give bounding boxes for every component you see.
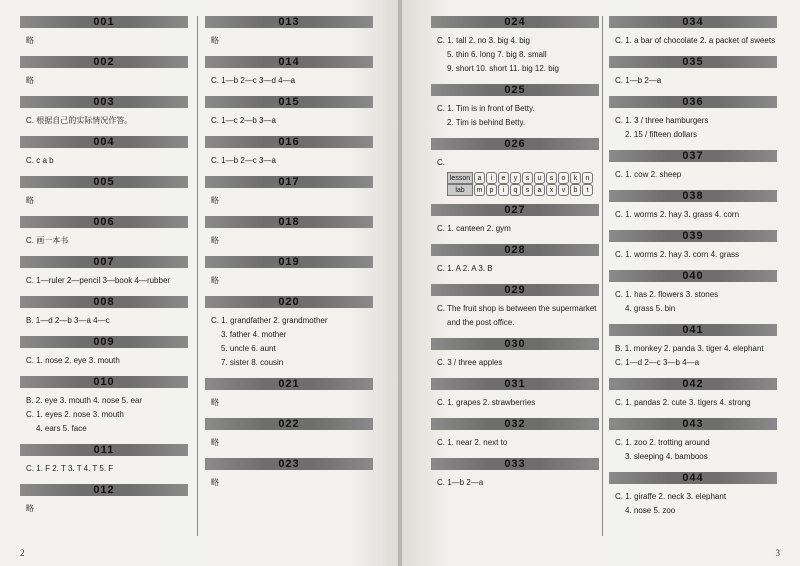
answer-column-4 [609, 16, 777, 526]
letter-grid-cell: o [558, 172, 569, 184]
letter-grid-cell: e [498, 172, 509, 184]
exercise-number-header: 006 [20, 216, 188, 228]
answer-line: 略 [211, 478, 219, 487]
answer-lines [205, 228, 373, 250]
answer-lines [431, 350, 599, 372]
answer-line: C. 1. zoo 2. trotting around [615, 438, 710, 447]
exercise-number-header: 040 [609, 270, 777, 282]
answer-block [20, 176, 188, 210]
answer-lines [609, 202, 777, 224]
exercise-number-header: 010 [20, 376, 188, 388]
column-divider [197, 16, 198, 536]
exercise-number-header: 044 [609, 472, 777, 484]
answer-block [205, 378, 373, 412]
answer-block [609, 150, 777, 184]
exercise-number-header: 034 [609, 16, 777, 28]
answer-block [205, 136, 373, 170]
answer-line: C. [437, 158, 445, 167]
letter-grid-cell: x [546, 184, 557, 196]
exercise-number-header: 026 [431, 138, 599, 150]
letter-grid-cell: u [534, 172, 545, 184]
answer-line: 略 [211, 276, 219, 285]
answer-block [20, 444, 188, 478]
answer-lines [431, 28, 599, 78]
exercise-number-header: 029 [431, 284, 599, 296]
answer-lines [431, 256, 599, 278]
answer-lines [20, 348, 188, 370]
answer-lines [20, 28, 188, 50]
answer-line: 4. nose 5. zoo [625, 506, 676, 515]
exercise-number-header: 033 [431, 458, 599, 470]
answer-block [609, 418, 777, 466]
answer-lines [609, 242, 777, 264]
letter-grid-cell: n [582, 172, 593, 184]
answer-lines [609, 108, 777, 144]
answer-block [205, 176, 373, 210]
letter-grid-cell: i [498, 184, 509, 196]
answer-line: C. 1—b 2—a [615, 76, 662, 85]
exercise-number-header: 042 [609, 378, 777, 390]
answer-lines [609, 162, 777, 184]
answer-lines [20, 228, 188, 250]
answer-lines [609, 282, 777, 318]
answer-line: 略 [211, 196, 219, 205]
answer-block [20, 16, 188, 50]
answer-lines [20, 148, 188, 170]
answer-line: C. 1. near 2. next to [437, 438, 508, 447]
exercise-number-header: 039 [609, 230, 777, 242]
answer-block [20, 296, 188, 330]
answer-block [20, 256, 188, 290]
letter-grid-row [447, 172, 597, 184]
answer-block [431, 244, 599, 278]
answer-lines [205, 28, 373, 50]
exercise-number-header: 020 [205, 296, 373, 308]
answer-block [609, 16, 777, 50]
page-number-left: 2 [20, 548, 25, 558]
answer-line: C. 1—ruler 2—pencil 3—book 4—rubber [26, 276, 171, 285]
answer-line: 3. sleeping 4. bamboos [625, 452, 708, 461]
exercise-number-header: 001 [20, 16, 188, 28]
exercise-number-header: 014 [205, 56, 373, 68]
answer-block [20, 484, 188, 518]
answer-lines [205, 308, 373, 372]
exercise-number-header: 007 [20, 256, 188, 268]
answer-line: 略 [211, 236, 219, 245]
answer-line: 2. Tim is behind Betty. [447, 118, 526, 127]
answer-line: C. 1. F 2. T 3. T 4. T 5. F [26, 464, 114, 473]
letter-grid-label: lab [447, 184, 473, 196]
letter-grid-cell: s [522, 184, 533, 196]
answer-lines [431, 96, 599, 132]
letter-grid-cell: v [558, 184, 569, 196]
exercise-number-header: 031 [431, 378, 599, 390]
answer-line: 略 [211, 438, 219, 447]
exercise-number-header: 041 [609, 324, 777, 336]
answer-line: 4. grass 5. bin [625, 304, 676, 313]
answer-block [205, 56, 373, 90]
answer-block [431, 84, 599, 132]
answer-line: B. 1—d 2—b 3—a 4—c [26, 316, 110, 325]
exercise-number-header: 011 [20, 444, 188, 456]
answer-lines [20, 68, 188, 90]
answer-block [205, 296, 373, 372]
letter-grid-cell: t [582, 184, 593, 196]
exercise-number-header: 018 [205, 216, 373, 228]
answer-block [609, 472, 777, 520]
answer-line: C. 1. Tim is in front of Betty. [437, 104, 535, 113]
answer-lines [609, 336, 777, 372]
answer-lines [205, 108, 373, 130]
exercise-number-header: 022 [205, 418, 373, 430]
answer-line: 9. short 10. short 11. big 12. big [447, 64, 559, 73]
answer-line: C. 1. worms 2. hay 3. grass 4. corn [615, 210, 740, 219]
answer-block [205, 96, 373, 130]
answer-lines [205, 188, 373, 210]
letter-grid-cell: s [522, 172, 533, 184]
answer-lines [609, 28, 777, 50]
answer-line: 略 [26, 196, 34, 205]
answer-block [20, 336, 188, 370]
exercise-number-header: 037 [609, 150, 777, 162]
answer-column-1 [20, 16, 188, 524]
answer-line: 略 [26, 36, 34, 45]
exercise-number-header: 012 [20, 484, 188, 496]
exercise-number-header: 036 [609, 96, 777, 108]
answer-line: 7. sister 8. cousin [221, 358, 284, 367]
exercise-number-header: 016 [205, 136, 373, 148]
answer-block [431, 378, 599, 412]
exercise-number-header: 032 [431, 418, 599, 430]
answer-block [20, 56, 188, 90]
answer-lines [431, 150, 599, 198]
answer-line: C. 1—b 2—c 3—d 4—a [211, 76, 296, 85]
answer-lines [205, 470, 373, 492]
letter-grid [447, 172, 597, 196]
exercise-number-header: 017 [205, 176, 373, 188]
answer-block [205, 16, 373, 50]
answer-block [205, 216, 373, 250]
answer-line: C. c a b [26, 156, 54, 165]
exercise-number-header: 019 [205, 256, 373, 268]
answer-line: C. 1. nose 2. eye 3. mouth [26, 356, 120, 365]
answer-line: C. 1. eyes 2. nose 3. mouth [26, 410, 124, 419]
answer-line: 略 [26, 504, 34, 513]
answer-line: 3. father 4. mother [221, 330, 287, 339]
answer-line: C. 1. canteen 2. gym [437, 224, 511, 233]
letter-grid-cell: a [534, 184, 545, 196]
exercise-number-header: 027 [431, 204, 599, 216]
answer-block [609, 96, 777, 144]
exercise-number-header: 043 [609, 418, 777, 430]
answer-line: C. 3 / three apples [437, 358, 503, 367]
answer-line: C. 1. 3 / three hamburgers [615, 116, 709, 125]
letter-grid-cell: i [486, 172, 497, 184]
exercise-number-header: 021 [205, 378, 373, 390]
answer-lines [20, 188, 188, 210]
answer-line: C. 1. grandfather 2. grandmother [211, 316, 328, 325]
answer-lines [20, 268, 188, 290]
answer-line: C. 1. pandas 2. cute 3. tigers 4. strong [615, 398, 751, 407]
answer-lines [609, 430, 777, 466]
exercise-number-header: 008 [20, 296, 188, 308]
exercise-number-header: 004 [20, 136, 188, 148]
answer-block [20, 216, 188, 250]
letter-grid-cell: k [570, 172, 581, 184]
answer-line: C. 1. A 2. A 3. B [437, 264, 493, 273]
answer-line: 略 [211, 36, 219, 45]
answer-line: 4. ears 5. face [36, 424, 87, 433]
answer-block [431, 338, 599, 372]
answer-column-3 [431, 16, 599, 498]
answer-lines [609, 68, 777, 90]
exercise-number-header: 015 [205, 96, 373, 108]
answer-lines [609, 484, 777, 520]
answer-block [20, 376, 188, 438]
answer-line: 5. thin 6. long 7. big 8. small [447, 50, 547, 59]
answer-block [20, 96, 188, 130]
exercise-number-header: 005 [20, 176, 188, 188]
answer-line: 略 [211, 398, 219, 407]
answer-line: C. 画一本书 [26, 236, 69, 245]
answer-line: 略 [26, 76, 34, 85]
exercise-number-header: 013 [205, 16, 373, 28]
answer-lines [20, 388, 188, 438]
answer-line: C. 1. has 2. flowers 3. stones [615, 290, 719, 299]
answer-lines [431, 430, 599, 452]
answer-line: C. 1. grapes 2. strawberries [437, 398, 536, 407]
answer-lines [20, 456, 188, 478]
answer-block [431, 16, 599, 78]
answer-line: 5. uncle 6. aunt [221, 344, 276, 353]
letter-grid-cell: q [510, 184, 521, 196]
answer-line: C. 1—c 2—b 3—a [211, 116, 276, 125]
answer-line: B. 1. monkey 2. panda 3. tiger 4. elephant [615, 344, 764, 353]
exercise-number-header: 009 [20, 336, 188, 348]
answer-line: C. 1. tall 2. no 3. big 4. big [437, 36, 530, 45]
letter-grid-cell: b [570, 184, 581, 196]
answer-lines [609, 390, 777, 412]
answer-line: C. 1. cow 2. sheep [615, 170, 682, 179]
letter-grid-cell: s [546, 172, 557, 184]
answer-block [205, 256, 373, 290]
answer-column-2 [205, 16, 373, 498]
answer-lines [431, 470, 599, 492]
answer-line: and the post office. [447, 318, 515, 327]
answer-block [431, 284, 599, 332]
exercise-number-header: 024 [431, 16, 599, 28]
exercise-number-header: 025 [431, 84, 599, 96]
answer-lines [205, 268, 373, 290]
answer-block [609, 378, 777, 412]
answer-block [431, 418, 599, 452]
answer-block [609, 270, 777, 318]
answer-line: C. 1—d 2—c 3—b 4—a [615, 358, 700, 367]
answer-lines [205, 430, 373, 452]
page-number-right: 3 [775, 548, 780, 558]
answer-line: C. 1. worms 2. hay 3. corn 4. grass [615, 250, 740, 259]
exercise-number-header: 002 [20, 56, 188, 68]
answer-lines [205, 390, 373, 412]
exercise-number-header: 028 [431, 244, 599, 256]
answer-line: C. 1—b 2—a [437, 478, 484, 487]
letter-grid-row [447, 184, 597, 196]
answer-block [20, 136, 188, 170]
column-divider [602, 16, 603, 536]
answer-block [205, 418, 373, 452]
answer-line: C. The fruit shop is between the supermarket [437, 304, 597, 313]
answer-block [431, 458, 599, 492]
answer-line: C. 1. a bar of chocolate 2. a packet of sweets [615, 36, 776, 45]
answer-line: 2. 15 / fifteen dollars [625, 130, 698, 139]
answer-line: B. 2. eye 3. mouth 4. nose 5. ear [26, 396, 143, 405]
answer-lines [431, 216, 599, 238]
answer-block [205, 458, 373, 492]
answer-lines [20, 496, 188, 518]
exercise-number-header: 030 [431, 338, 599, 350]
answer-lines [431, 296, 599, 332]
answer-lines [205, 68, 373, 90]
answer-block [609, 230, 777, 264]
letter-grid-cell: m [474, 184, 485, 196]
answer-block [609, 56, 777, 90]
exercise-number-header: 023 [205, 458, 373, 470]
answer-block [609, 324, 777, 372]
answer-lines [431, 390, 599, 412]
exercise-number-header: 003 [20, 96, 188, 108]
letter-grid-cell: a [474, 172, 485, 184]
answer-line: C. 根据自己的实际情况作答。 [26, 116, 133, 125]
letter-grid-cell: y [510, 172, 521, 184]
answer-lines [20, 308, 188, 330]
letter-grid-cell: p [486, 184, 497, 196]
answer-line: C. 1. giraffe 2. neck 3. elephant [615, 492, 727, 501]
answer-lines [205, 148, 373, 170]
answer-block [609, 190, 777, 224]
answer-line: C. 1—b 2—c 3—a [211, 156, 276, 165]
exercise-number-header: 035 [609, 56, 777, 68]
exercise-number-header: 038 [609, 190, 777, 202]
answer-block [431, 204, 599, 238]
answer-block [431, 138, 599, 198]
letter-grid-label: lesson [447, 172, 473, 184]
answer-lines [20, 108, 188, 130]
